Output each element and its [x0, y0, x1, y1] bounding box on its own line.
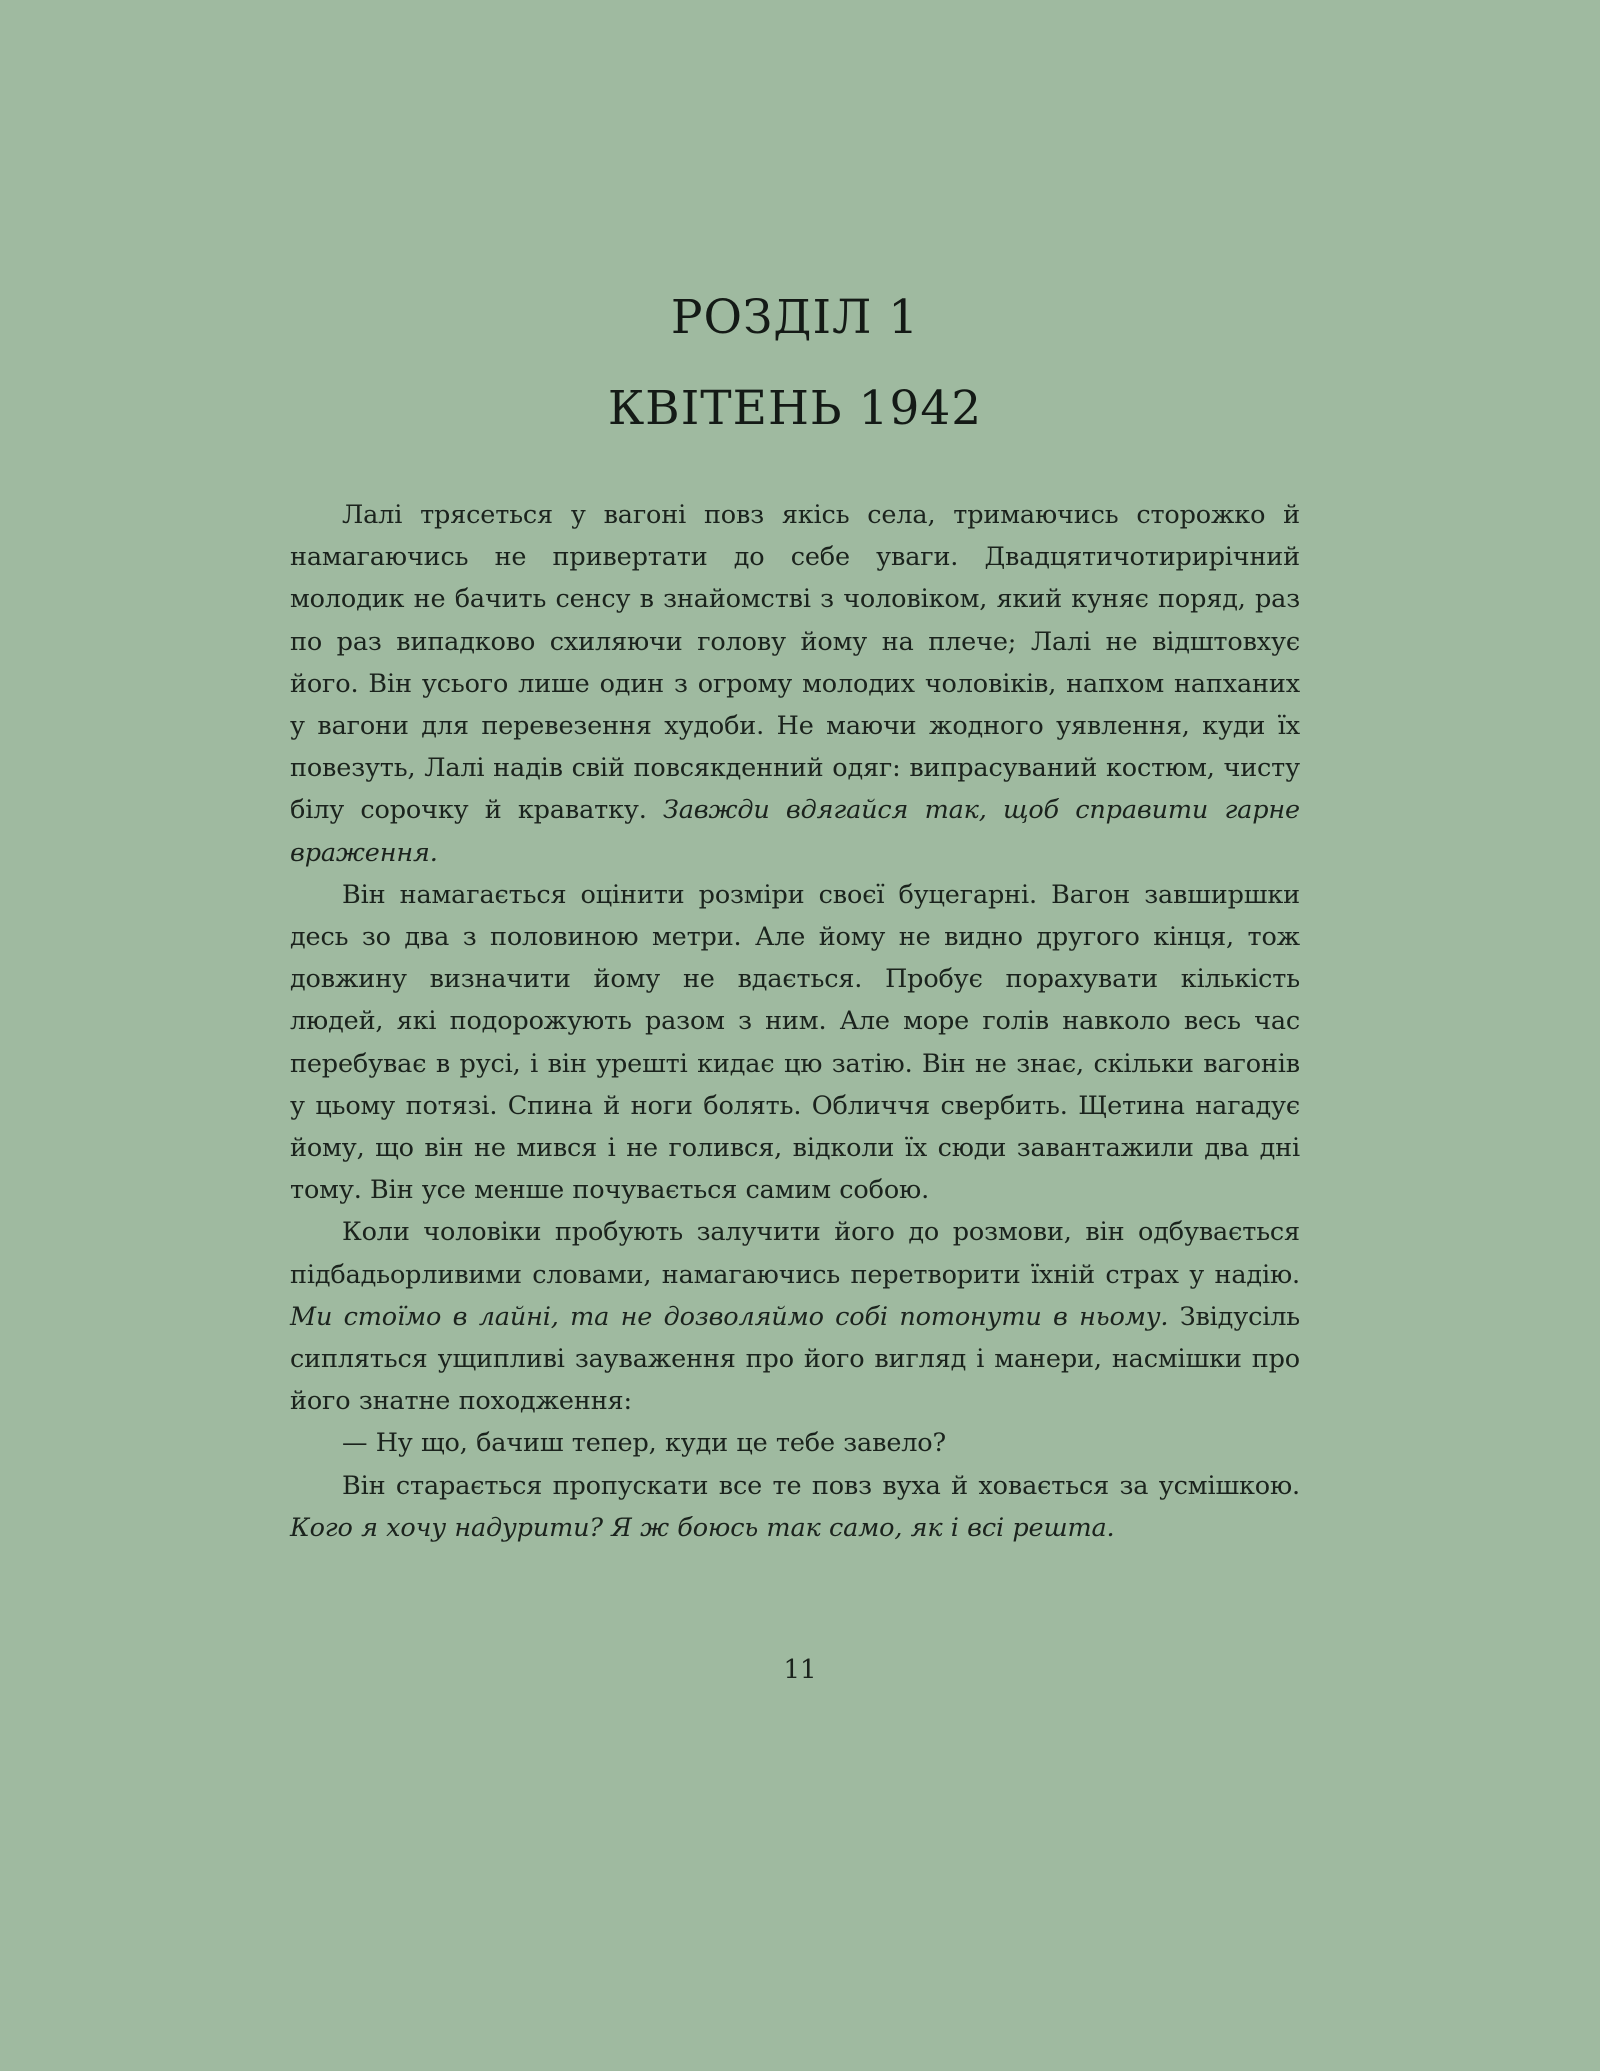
body-text-block	[290, 494, 1300, 1549]
italic-run: Завжди вдягайся так, щоб справити гарне враження.	[290, 795, 1300, 868]
chapter-title: РОЗДІЛ 1	[670, 290, 920, 345]
text-run: — Ну що, бачиш тепер, куди це тебе завело?	[342, 1428, 947, 1459]
italic-run: Кого я хочу надурити? Я ж боюсь так само, як і всі решта.	[290, 1512, 1115, 1543]
chapter-subtitle: КВІТЕНЬ 1942	[607, 381, 983, 436]
page-content	[290, 290, 1300, 1549]
text-run: Він старається пропускати все те повз вуха й ховається за усмішкою.	[342, 1470, 1300, 1501]
text-run: Він намагається оцінити розміри своєї буцегарні. Вагон завширшки десь зо два з половиною метри. Але йому не видно другого кінця, тож довжину визначити йому не вдається. Пробує порахувати кількість людей, які подорожують разом з ним. Але море голів навколо весь час перебуває в русі, і він урешті кидає цю затію. Він не знає, скільки вагонів у цьому потязі. Спина й ноги болять. Обличчя свербить. Щетина нагадує йому, що він не мився і не голився, відколи їх сюди завантажили два дні тому. Він усе менше почувається самим собою.	[290, 879, 1300, 1206]
page-number: 11	[783, 1655, 817, 1685]
text-run: Коли чоловіки пробують залучити його до розмови, він одбувається підбадьорливими словами, намагаючись перетворити їхній страх у надію.	[290, 1217, 1300, 1290]
paragraph	[290, 1211, 1300, 1422]
text-run: Лалі трясеться у вагоні повз якісь села, тримаючись сторожко й намагаючись не привертати до себе уваги. Двадцятичотирирічний молодик не бачить сенсу в знайомстві з чоловіком, який куняє поряд, раз по раз випадково схиляючи голову йому на плече; Лалі не відштовхує його. Він усього лише один з огрому молодих чоловіків, напхом напханих у вагони для перевезення худоби. Не маючи жодного уявлення, куди їх повезуть, Лалі надів свій повсякденний одяг: випрасуваний костюм, чисту білу сорочку й краватку.	[290, 500, 1300, 826]
paragraph	[290, 494, 1300, 874]
text-run: Звідусіль сипляться ущипливі зауваження про його вигляд і манери, насмішки про його знатне походження:	[290, 1301, 1300, 1417]
italic-run: Ми стоїмо в лайні, та не дозволяймо собі потонути в ньому.	[290, 1301, 1169, 1332]
paragraph	[290, 1465, 1300, 1549]
paragraph	[290, 1422, 1300, 1464]
paragraph	[290, 874, 1300, 1212]
